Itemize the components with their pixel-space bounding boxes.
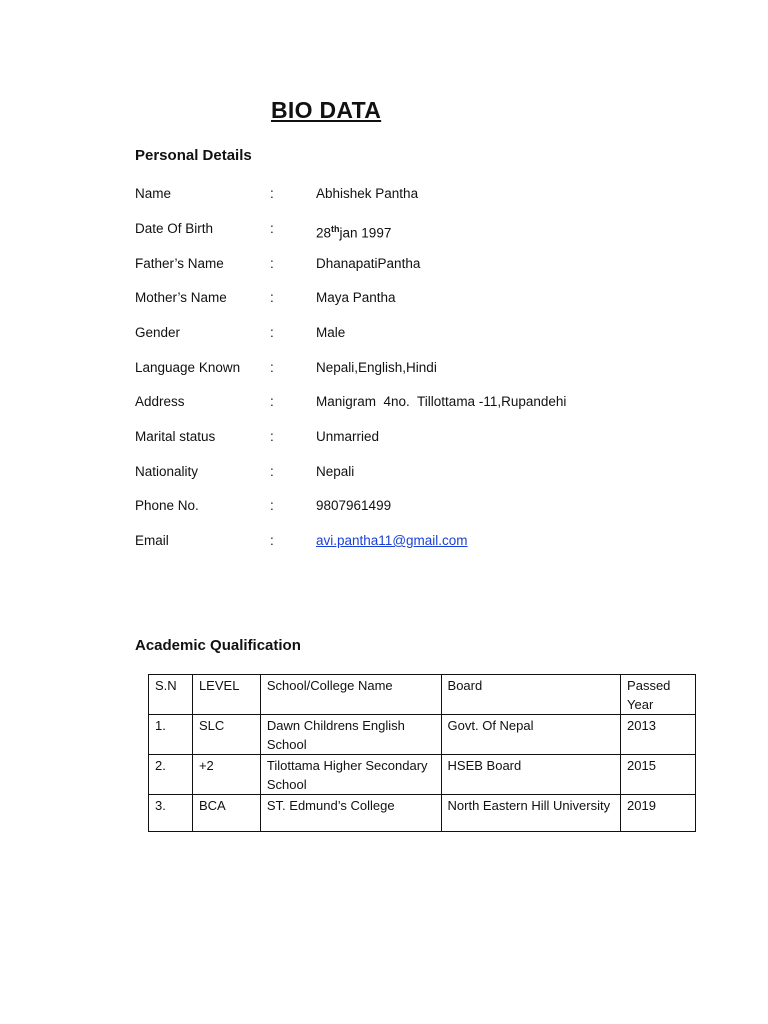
table-cell-year: 2013 (621, 715, 696, 755)
field-colon: : (270, 221, 274, 236)
field-value (316, 531, 468, 551)
field-value: Unmarried (316, 429, 380, 444)
table-cell-year: 2019 (621, 795, 696, 832)
header-cell-sn: S.N (149, 675, 193, 715)
header-cell-school: School/College Name (260, 675, 441, 715)
header-cell-level: LEVEL (192, 675, 260, 715)
field-row-fathers-name (135, 254, 655, 274)
field-label: Email (135, 533, 169, 548)
dob-day-suffix: th (331, 224, 340, 234)
field-row-mothers-name (135, 288, 655, 308)
field-colon: : (270, 325, 274, 340)
dob-month-year: jan 1997 (339, 225, 392, 241)
field-value: Male (316, 325, 346, 340)
field-row-name (135, 184, 655, 204)
academic-qualification-heading: Academic Qualification (135, 637, 301, 654)
table-row (149, 755, 696, 795)
field-value: 9807961499 (316, 498, 392, 513)
field-row-phone (135, 496, 655, 516)
email-link[interactable]: avi.pantha11@gmail.com (316, 533, 468, 548)
table-cell-level: BCA (192, 795, 260, 832)
field-row-address (135, 392, 655, 412)
field-row-marital-status (135, 427, 655, 447)
field-colon: : (270, 360, 274, 375)
field-label: Father’s Name (135, 256, 224, 271)
academic-qualification-table (148, 674, 696, 832)
field-value: Maya Pantha (316, 290, 396, 305)
table-cell-school: Tilottama Higher Secondary School (260, 755, 441, 795)
field-label: Mother’s Name (135, 290, 227, 305)
field-label: Name (135, 186, 172, 201)
field-value: Abhishek Pantha (316, 186, 419, 201)
table-cell-board: HSEB Board (441, 755, 621, 795)
table-row (149, 795, 696, 832)
field-label: Language Known (135, 360, 241, 375)
field-label: Nationality (135, 464, 199, 479)
table-header-row (149, 675, 696, 715)
field-colon: : (270, 498, 274, 513)
table-cell-school: ST. Edmund’s College (260, 795, 441, 832)
field-value: Nepali (316, 464, 355, 479)
field-label: Date Of Birth (135, 221, 214, 236)
field-colon: : (270, 429, 274, 444)
field-colon: : (270, 464, 274, 479)
field-label: Address (135, 394, 185, 409)
table-row (149, 715, 696, 755)
field-row-email (135, 531, 655, 551)
field-row-language-known (135, 358, 655, 378)
field-row-date-of-birth (135, 219, 655, 239)
field-value (316, 219, 391, 244)
personal-details-heading: Personal Details (135, 147, 252, 164)
table-cell-school: Dawn Childrens English School (260, 715, 441, 755)
field-colon: : (270, 533, 274, 548)
field-label: Gender (135, 325, 181, 340)
table-cell-level: +2 (192, 755, 260, 795)
field-colon: : (270, 290, 274, 305)
field-value: Nepali,English,Hindi (316, 360, 437, 375)
field-colon: : (270, 256, 274, 271)
table-cell-level: SLC (192, 715, 260, 755)
field-value: DhanapatiPantha (316, 256, 421, 271)
table-cell-sn: 1. (149, 715, 193, 755)
field-colon: : (270, 186, 274, 201)
field-label: Phone No. (135, 498, 199, 513)
table-cell-year: 2015 (621, 755, 696, 795)
table-cell-board: North Eastern Hill University (441, 795, 621, 832)
field-colon: : (270, 394, 274, 409)
field-row-nationality (135, 462, 655, 482)
header-cell-passed-year: Passed Year (621, 675, 696, 715)
biodata-title: BIO DATA (271, 97, 382, 123)
table-cell-board: Govt. Of Nepal (441, 715, 621, 755)
field-label: Marital status (135, 429, 216, 444)
table-cell-sn: 3. (149, 795, 193, 832)
header-cell-board: Board (441, 675, 621, 715)
field-value: Manigram 4no. Tillottama -11,Rupandehi (316, 394, 567, 409)
table-cell-sn: 2. (149, 755, 193, 795)
dob-day: 28 (316, 225, 332, 241)
field-row-gender (135, 323, 655, 343)
